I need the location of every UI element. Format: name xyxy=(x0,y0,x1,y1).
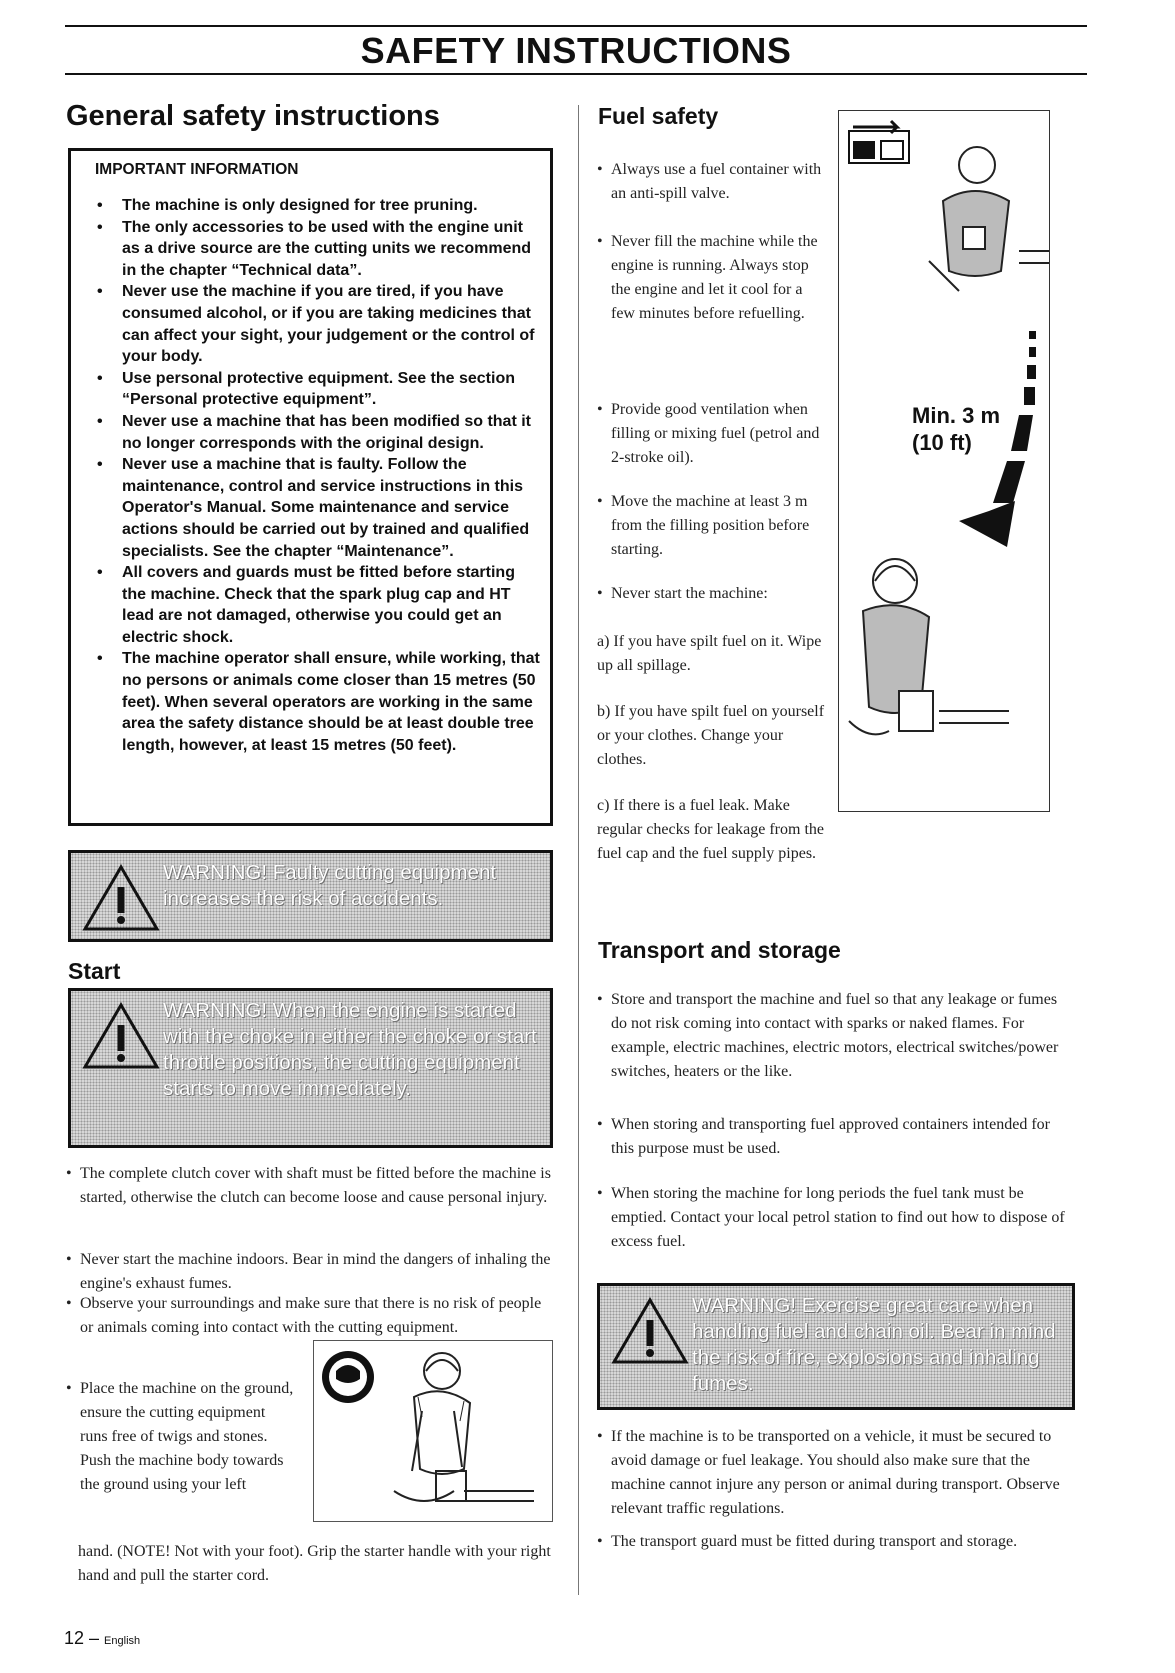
transport-list xyxy=(597,1425,1077,1521)
transport-item: • When storing and transporting fuel approved containers intended for this purpose must be used. xyxy=(597,1113,1077,1161)
page-title: SAFETY INSTRUCTIONS xyxy=(360,30,792,71)
general-safety-heading: General safety instructions xyxy=(66,100,440,132)
fuel-sub-item: b) If you have spilt fuel on yourself or your clothes. Change your clothes. xyxy=(597,703,825,768)
info-item: • The machine operator shall ensure, while working, that no persons or animals come closer than 15 metres (50 feet). When several operators are working in the same area the safety distance should be at least double tree length, however, at least 15 metres (50 feet). xyxy=(95,648,540,756)
info-item: • Never use a machine that has been modified so that it no longer corresponds with the original design. xyxy=(95,411,540,454)
info-item: • Never use a machine that is faulty. Follow the maintenance, control and service instructions in this Operator's Manual. Some maintenance and service actions should be carried out by trained and qualified specialists. See the chapter “Maintenance”. xyxy=(95,454,540,562)
transport-list xyxy=(597,1113,1077,1161)
info-item: • Use personal protective equipment. See the section “Personal protective equipment”. xyxy=(95,368,540,411)
page-number: 12 xyxy=(64,1628,85,1648)
fuel-item: • Provide good ventilation when filling or mixing fuel (petrol and 2-stroke oil). xyxy=(597,398,827,470)
warning-triangle-icon xyxy=(610,1296,690,1366)
min-distance-label xyxy=(912,402,1000,456)
transport-list xyxy=(597,988,1077,1084)
page-footer: 12 – English xyxy=(64,1628,141,1648)
warning-box-start xyxy=(68,988,553,1148)
fuel-item: • Always use a fuel container with an anti-spill valve. xyxy=(597,158,827,206)
fuel-sub-item: c) If there is a fuel leak. Make regular checks for leakage from the fuel cap and the fuel supply pipes. xyxy=(597,797,824,862)
refuelling-illustration xyxy=(838,110,1050,812)
info-item: • The machine is only designed for tree pruning. xyxy=(95,195,540,217)
fuel-sub-item: a) If you have spilt fuel on it. Wipe up all spillage. xyxy=(597,633,822,674)
transport-item: • The transport guard must be fitted during transport and storage. xyxy=(597,1530,1077,1554)
info-item: • All covers and guards must be fitted before starting the machine. Check that the spark plug cap and HT lead are not damaged, otherwise you could get an electric shock. xyxy=(95,562,540,648)
transport-list xyxy=(597,1530,1077,1554)
fuel-list xyxy=(597,158,827,206)
warning-box-cutting-equipment xyxy=(68,850,553,942)
start-list xyxy=(66,1377,296,1497)
start-item: • Observe your surroundings and make sure that there is no risk of people or animals coming into contact with the cutting equipment. xyxy=(66,1292,551,1340)
fuel-item: • Move the machine at least 3 m from the filling position before starting. xyxy=(597,490,827,562)
transport-storage-heading: Transport and storage xyxy=(598,937,841,963)
important-information-list xyxy=(95,195,540,756)
start-list xyxy=(66,1248,551,1296)
starting-illustration xyxy=(313,1340,553,1522)
warning-triangle-icon xyxy=(81,1001,161,1071)
operator-starting-machine-icon xyxy=(314,1341,552,1521)
start-item: • Place the machine on the ground, ensure the cutting equipment runs free of twigs and stones. Push the machine body towards the ground using your left xyxy=(66,1377,296,1497)
min-distance-metric: Min. 3 m xyxy=(912,403,1001,428)
column-divider xyxy=(578,105,579,1595)
transport-item: • Store and transport the machine and fuel so that any leakage or fumes do not risk coming into contact with sparks or naked flames. For example, electric machines, electric motors, electrical switches/power switches, heaters or the like. xyxy=(597,988,1077,1084)
important-information-title: IMPORTANT INFORMATION xyxy=(95,161,299,178)
refuelling-distance-icon xyxy=(839,111,1049,811)
footer-language: English xyxy=(104,1635,141,1647)
transport-item: • When storing the machine for long periods the fuel tank must be emptied. Contact your local petrol station to find out how to dispose of excess fuel. xyxy=(597,1182,1077,1254)
start-continuation: hand. (NOTE! Not with your foot). Grip the starter handle with your right hand and pull the starter cord. xyxy=(78,1543,551,1584)
fuel-list xyxy=(597,398,827,470)
warning-text: WARNING! Faulty cutting equipment increases the risk of accidents. xyxy=(163,861,497,910)
fuel-safety-heading: Fuel safety xyxy=(598,103,719,129)
start-item: • The complete clutch cover with shaft must be fitted before the machine is started, otherwise the clutch can become loose and cause personal injury. xyxy=(66,1162,551,1210)
warning-box-fuel-handling xyxy=(597,1283,1075,1410)
transport-list xyxy=(597,1182,1077,1254)
fuel-item: • Never fill the machine while the engine is running. Always stop the engine and let it cool for a few minutes before refuelling. xyxy=(597,230,827,326)
min-distance-imperial: (10 ft) xyxy=(912,430,972,455)
warning-text: WARNING! When the engine is started with the choke in either the choke or start throttle positions, the cutting equipment starts to move immediately. xyxy=(163,999,537,1100)
title-rule-bottom xyxy=(65,73,1087,75)
start-item: • Never start the machine indoors. Bear in mind the dangers of inhaling the engine's exhaust fumes. xyxy=(66,1248,551,1296)
warning-triangle-icon xyxy=(81,863,161,933)
fuel-list xyxy=(597,582,827,606)
transport-item: • If the machine is to be transported on a vehicle, it must be secured to avoid damage or fuel leakage. You should also make sure that the machine cannot injure any person or animal during transport. Observe relevant traffic regulations. xyxy=(597,1425,1077,1521)
fuel-item: • Never start the machine: xyxy=(597,582,827,606)
title-rule-top xyxy=(65,25,1087,27)
fuel-list xyxy=(597,230,827,326)
important-information-box xyxy=(68,148,553,826)
start-heading: Start xyxy=(68,958,121,984)
start-list xyxy=(66,1162,551,1210)
fuel-list xyxy=(597,490,827,562)
info-item: • Never use the machine if you are tired, if you have consumed alcohol, or if you are taking medicines that can affect your sight, your judgement or the control of your body. xyxy=(95,281,540,367)
start-list xyxy=(66,1292,551,1340)
info-item: • The only accessories to be used with the engine unit as a drive source are the cutting units we recommend in the chapter “Technical data”. xyxy=(95,217,540,282)
warning-text: WARNING! Exercise great care when handling fuel and chain oil. Bear in mind the risk of fire, explosions and inhaling fumes. xyxy=(692,1294,1056,1395)
